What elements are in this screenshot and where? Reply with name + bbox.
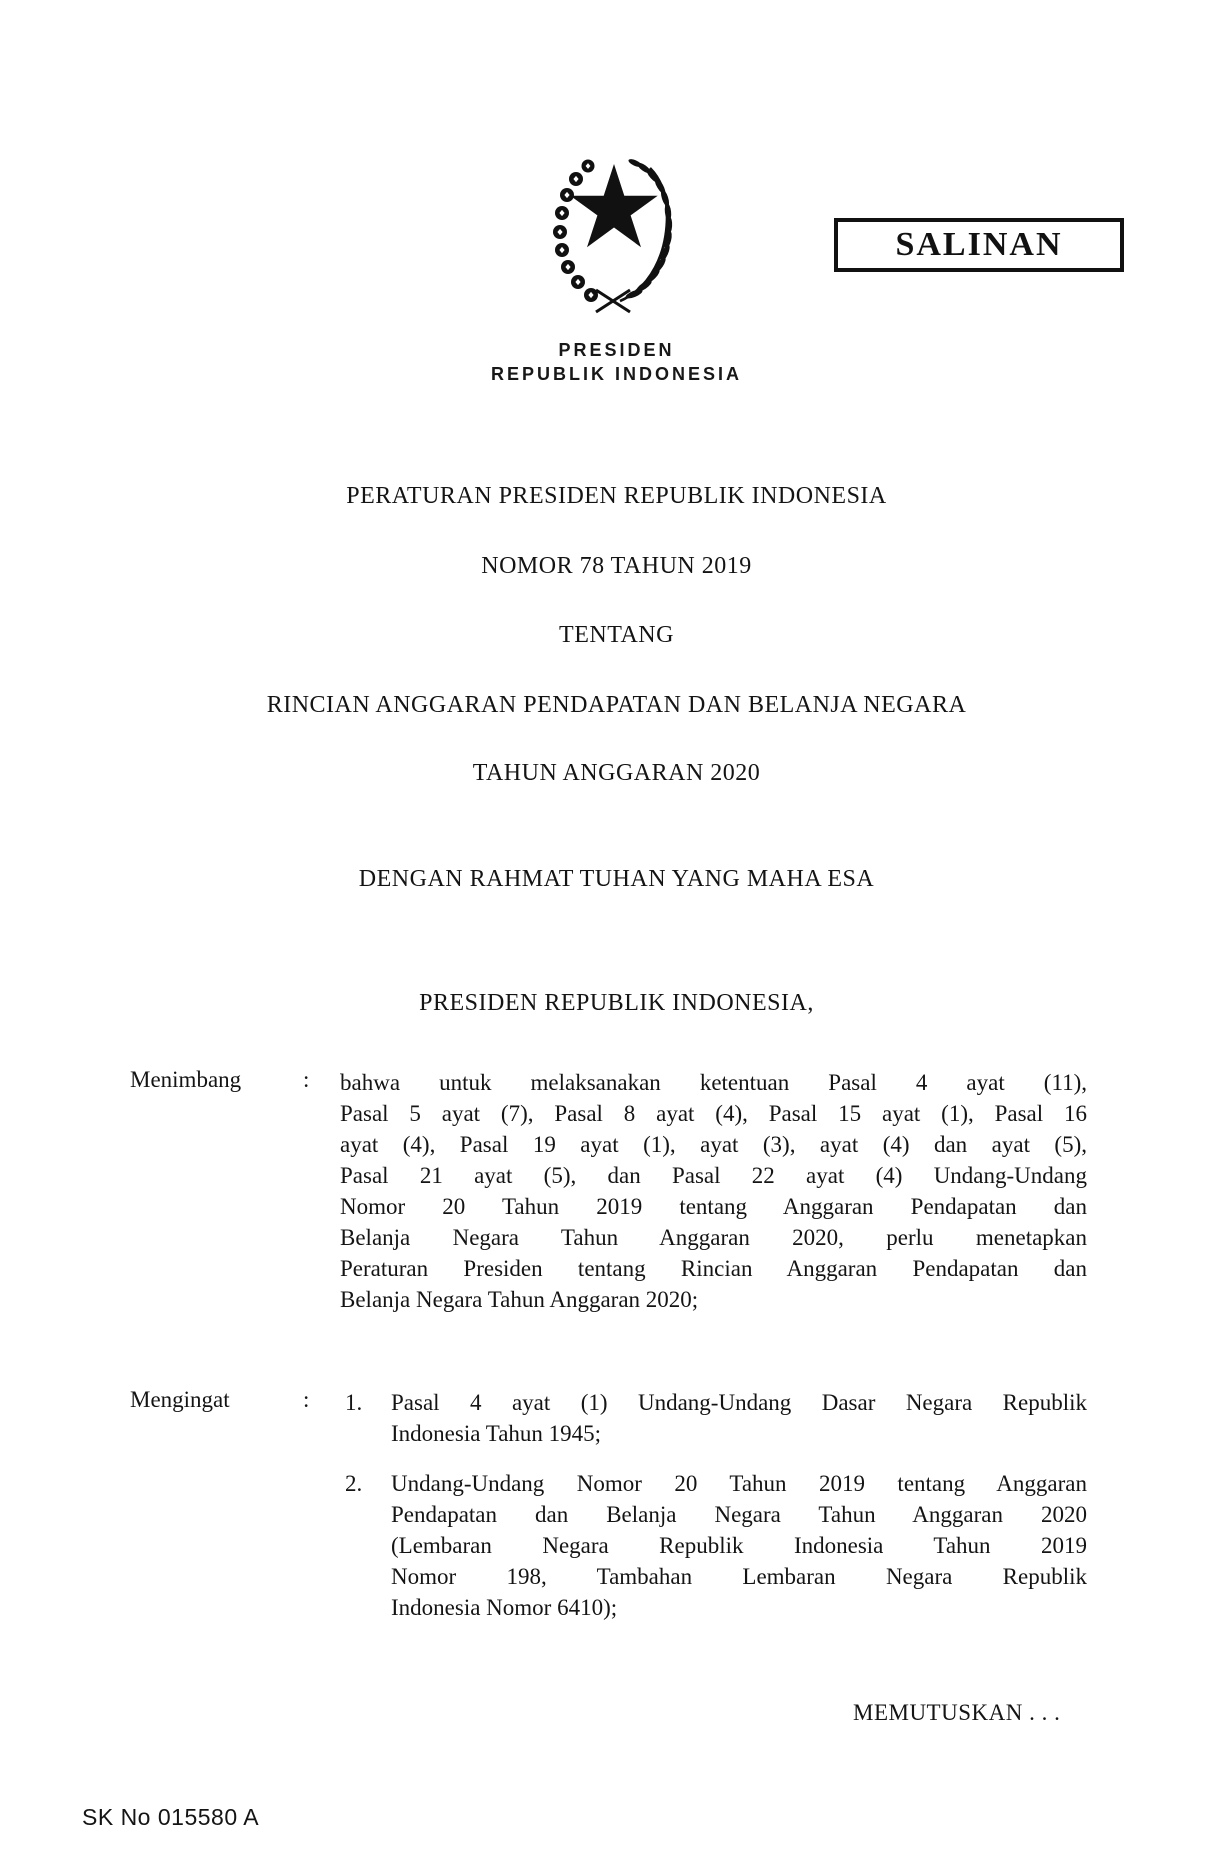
recalling-line: (Lembaran Negara Republik Indonesia Tahun 2019 [391,1533,1087,1558]
recalling-line: Undang-Undang Nomor 20 Tahun 2019 tentang Anggaran [391,1471,1087,1496]
recalling-line: Pasal 4 ayat (1) Undang-Undang Dasar Negara Republik [391,1390,1087,1415]
considering-colon: : [303,1067,310,1092]
considering-line: Peraturan Presiden tentang Rincian Anggaran Pendapatan dan [340,1256,1087,1281]
fiscal-year: TAHUN ANGGARAN 2020 [472,760,761,786]
authority-line: PRESIDEN REPUBLIK INDONESIA, [419,990,814,1016]
recalling-item-number: 1. [345,1390,363,1415]
sk-number: SK No 015580 A [82,1804,260,1830]
recalling-colon: : [303,1387,310,1412]
considering-line: Pasal 21 ayat (5), dan Pasal 22 ayat (4) Undang-Undang [340,1163,1087,1188]
salinan-stamp [834,218,1124,272]
letterhead-presiden: PRESIDEN [558,340,675,360]
considering-line: Nomor 20 Tahun 2019 tentang Anggaran Pendapatan dan [340,1194,1087,1219]
presidential-emblem [528,150,698,315]
star-wreath-icon [528,150,698,315]
recalling-item [391,1387,1087,1449]
regulation-number: NOMOR 78 TAHUN 2019 [481,553,752,579]
recalling-item [391,1468,1087,1623]
recalling-line: Indonesia Tahun 1945; [391,1421,602,1446]
recalling-label: Mengingat [130,1387,230,1412]
considering-paragraph [340,1067,1087,1315]
recalling-line: Nomor 198, Tambahan Lembaran Negara Republik [391,1564,1087,1589]
regulation-subject: RINCIAN ANGGARAN PENDAPATAN DAN BELANJA NEGARA [266,692,967,718]
considering-line: Pasal 5 ayat (7), Pasal 8 ayat (4), Pasal 15 ayat (1), Pasal 16 [340,1101,1087,1126]
considering-line: bahwa untuk melaksanakan ketentuan Pasal 4 ayat (11), [340,1070,1087,1095]
considering-line: Belanja Negara Tahun Anggaran 2020; [340,1287,699,1312]
considering-line: ayat (4), Pasal 19 ayat (1), ayat (3), ayat (4) dan ayat (5), [340,1132,1087,1157]
recalling-line: Pendapatan dan Belanja Negara Tahun Anggaran 2020 [391,1502,1087,1527]
recalling-line: Indonesia Nomor 6410); [391,1595,618,1620]
recalling-item-number: 2. [345,1471,363,1496]
invocation-line: DENGAN RAHMAT TUHAN YANG MAHA ESA [358,866,875,892]
salinan-label: SALINAN [895,226,1063,263]
regulation-title: PERATURAN PRESIDEN REPUBLIK INDONESIA [346,483,887,509]
considering-line: Belanja Negara Tahun Anggaran 2020, perlu menetapkan [340,1225,1087,1250]
considering-label: Menimbang [130,1067,242,1092]
deciding-continuation: MEMUTUSKAN . . . [853,1700,1061,1725]
tentang-label: TENTANG [559,622,674,648]
letterhead-republik-indonesia: REPUBLIK INDONESIA [490,364,742,384]
